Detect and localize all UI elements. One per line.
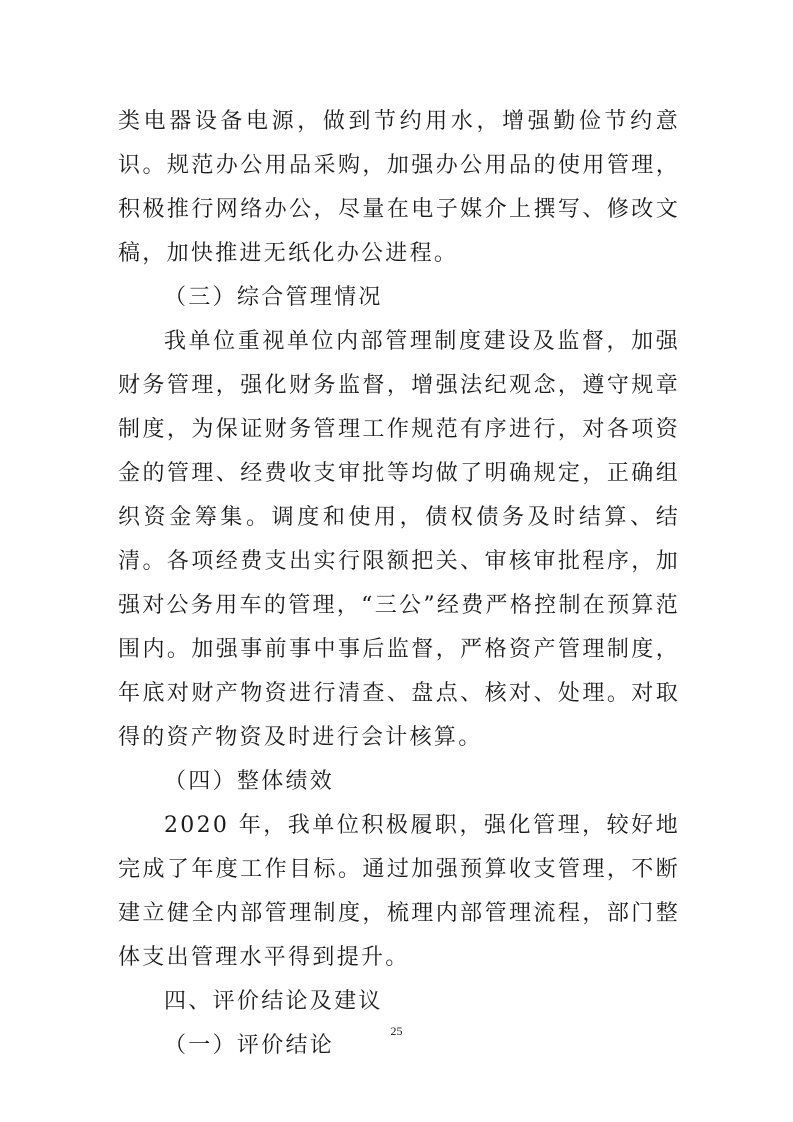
section-heading-evaluation-conclusion: （一）评价结论 <box>164 1033 335 1058</box>
body-paragraph: 2020 年，我单位积极履职，强化管理，较好地完成了年度工作目标。通过加强预算收支管理，不断建立健全内部管理制度，梳理内部管理流程，部门整体支出管理水平得到提升。 <box>118 813 680 970</box>
section-heading-comprehensive-management: （三）综合管理情况 <box>164 285 383 310</box>
document-body <box>118 100 680 1068</box>
page-number: 25 <box>390 1024 403 1038</box>
body-paragraph: 我单位重视单位内部管理制度建设及监督，加强财务管理，强化财务监督，增强法纪观念，遵守规章制度，为保证财务管理工作规范有序进行，对各项资金的管理、经费收支审批等均做了明确规定，正确组织资金筹集。调度和使用，债权债务及时结算、结清。各项经费支出实行限额把关、审核审批程序，加强对公务用车的管理，“三公”经费严格控制在预算范围内。加强事前事中事后监督，严格资产管理制度，年底对财产物资进行清查、盘点、核对、处理。对取得的资产物资及时进行会计核算。 <box>118 329 680 750</box>
section-heading-overall-performance: （四）整体绩效 <box>164 769 335 794</box>
section-heading-evaluation-conclusions: 四、评价结论及建议 <box>164 989 383 1014</box>
body-paragraph: 类电器设备电源，做到节约用水，增强勤俭节约意识。规范办公用品采购，加强办公用品的使用管理，积极推行网络办公，尽量在电子媒介上撰写、修改文稿，加快推进无纸化办公进程。 <box>118 109 680 266</box>
